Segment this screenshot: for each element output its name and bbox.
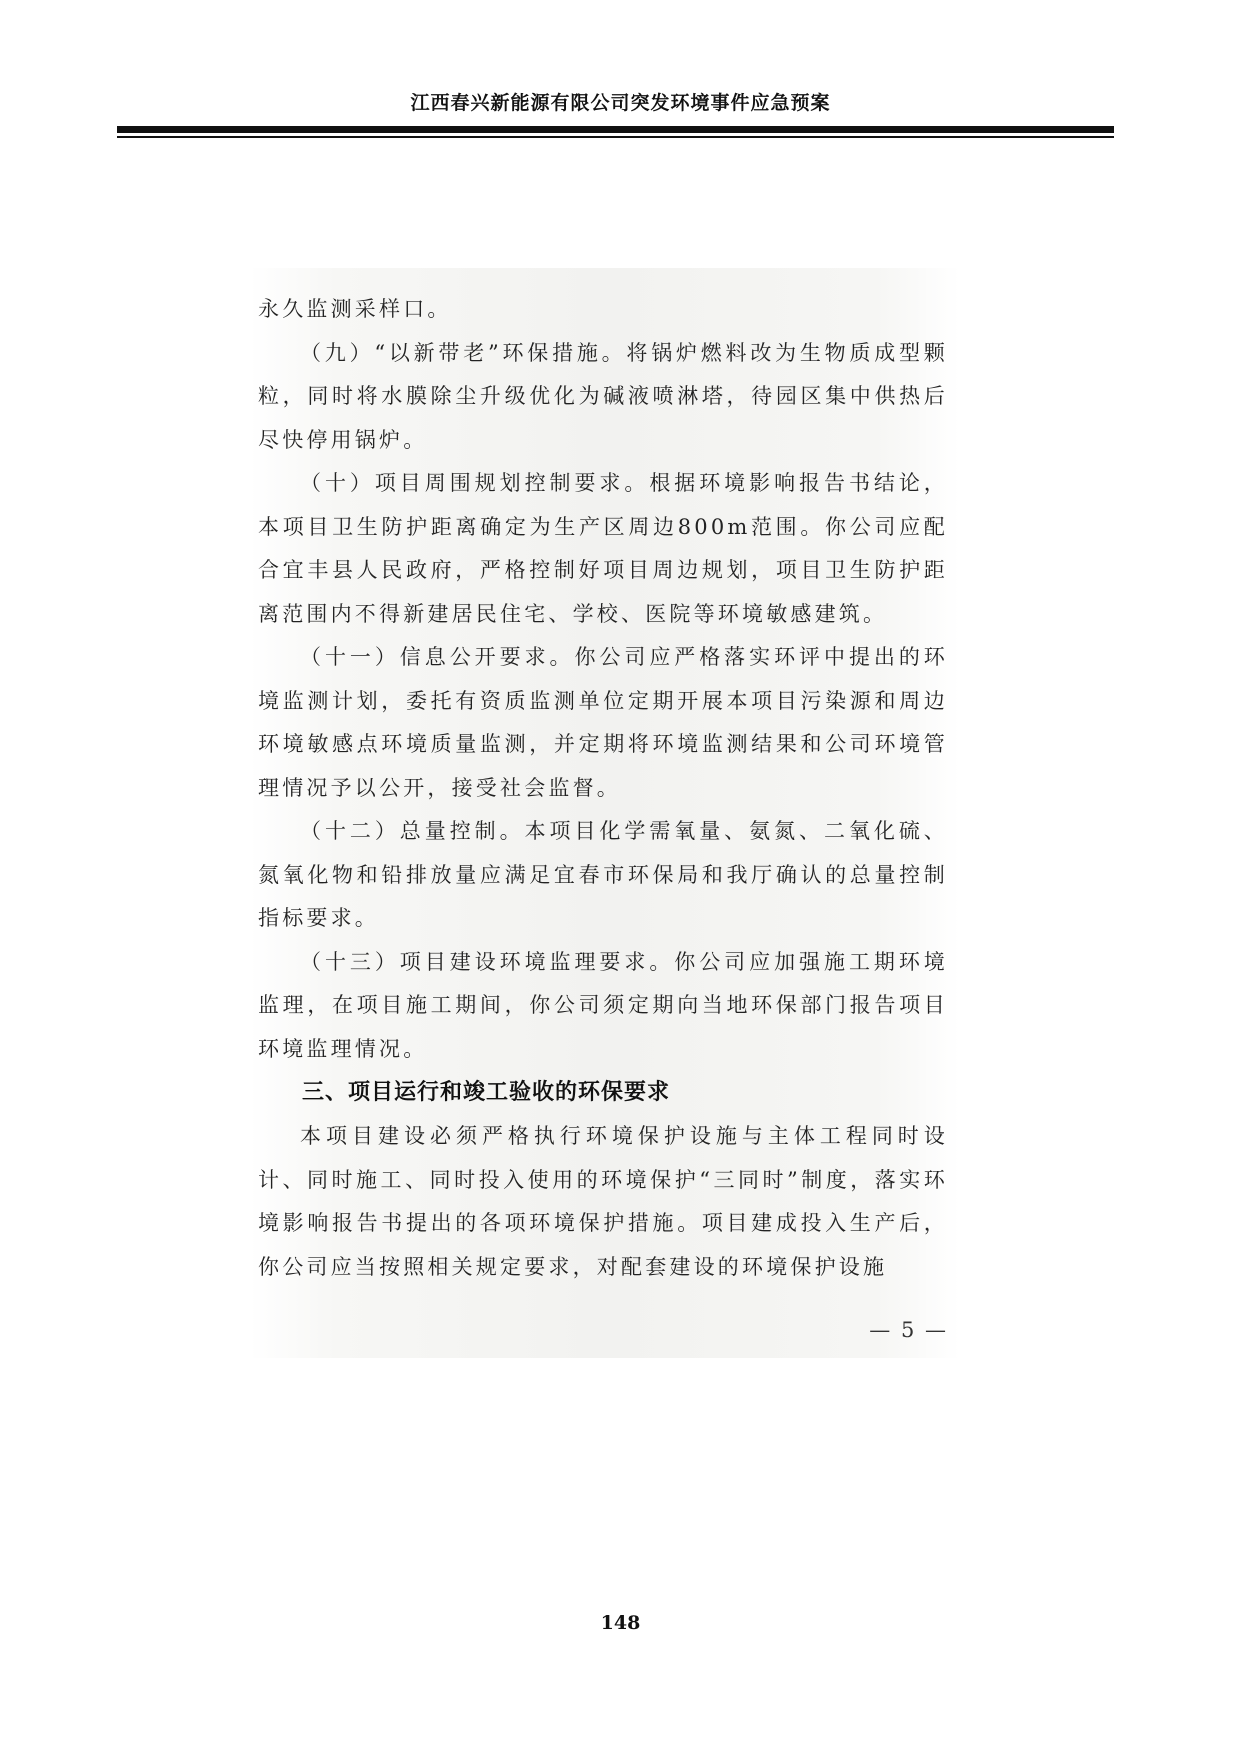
document-header-title: 江西春兴新能源有限公司突发环境事件应急预案 xyxy=(410,92,831,114)
paragraph-item-9: （九）“以新带老”环保措施。将锅炉燃料改为生物质成型颗粒，同时将水膜除尘升级优化为碱液喷淋塔，待园区集中供热后尽快停用锅炉。 xyxy=(258,340,948,452)
scanned-page-number: — 5 — xyxy=(869,1318,948,1342)
scanned-page-body xyxy=(258,288,948,1289)
paragraph-continuation: 永久监测采样口。 xyxy=(258,297,452,321)
paragraph-item-13: （十三）项目建设环境监理要求。你公司应加强施工期环境监理，在项目施工期间，你公司须定期向当地环保部门报告项目环境监理情况。 xyxy=(258,949,948,1061)
paragraph-item-10: （十）项目周围规划控制要求。根据环境影响报告书结论，本项目卫生防护距离确定为生产区周边800m范围。你公司应配合宜丰县人民政府，严格控制好项目周边规划，项目卫生防护距离范围内不得新建居民住宅、学校、医院等环境敏感建筑。 xyxy=(258,471,948,626)
document-page-number: 148 xyxy=(600,1612,641,1634)
paragraph-section-3-body: 本项目建设必须严格执行环境保护设施与主体工程同时设计、同时施工、同时投入使用的环境保护“三同时”制度，落实环境影响报告书提出的各项环境保护措施。项目建成投入生产后，你公司应当按照相关规定要求，对配套建设的环境保护设施 xyxy=(258,1124,948,1279)
section-heading-3: 三、项目运行和竣工验收的环保要求 xyxy=(302,1080,671,1105)
paragraph-item-12: （十二）总量控制。本项目化学需氧量、氨氮、二氧化硫、氮氧化物和铅排放量应满足宜春市环保局和我厅确认的总量控制指标要求。 xyxy=(258,819,948,930)
header-rule-thick xyxy=(117,126,1114,133)
paragraph-item-11: （十一）信息公开要求。你公司应严格落实环评中提出的环境监测计划，委托有资质监测单位定期开展本项目污染源和周边环境敏感点环境质量监测，并定期将环境监测结果和公司环境管理情况予以公开，接受社会监督。 xyxy=(258,645,948,800)
scanned-page-image xyxy=(250,268,960,1358)
header-rule-thin xyxy=(117,136,1114,138)
